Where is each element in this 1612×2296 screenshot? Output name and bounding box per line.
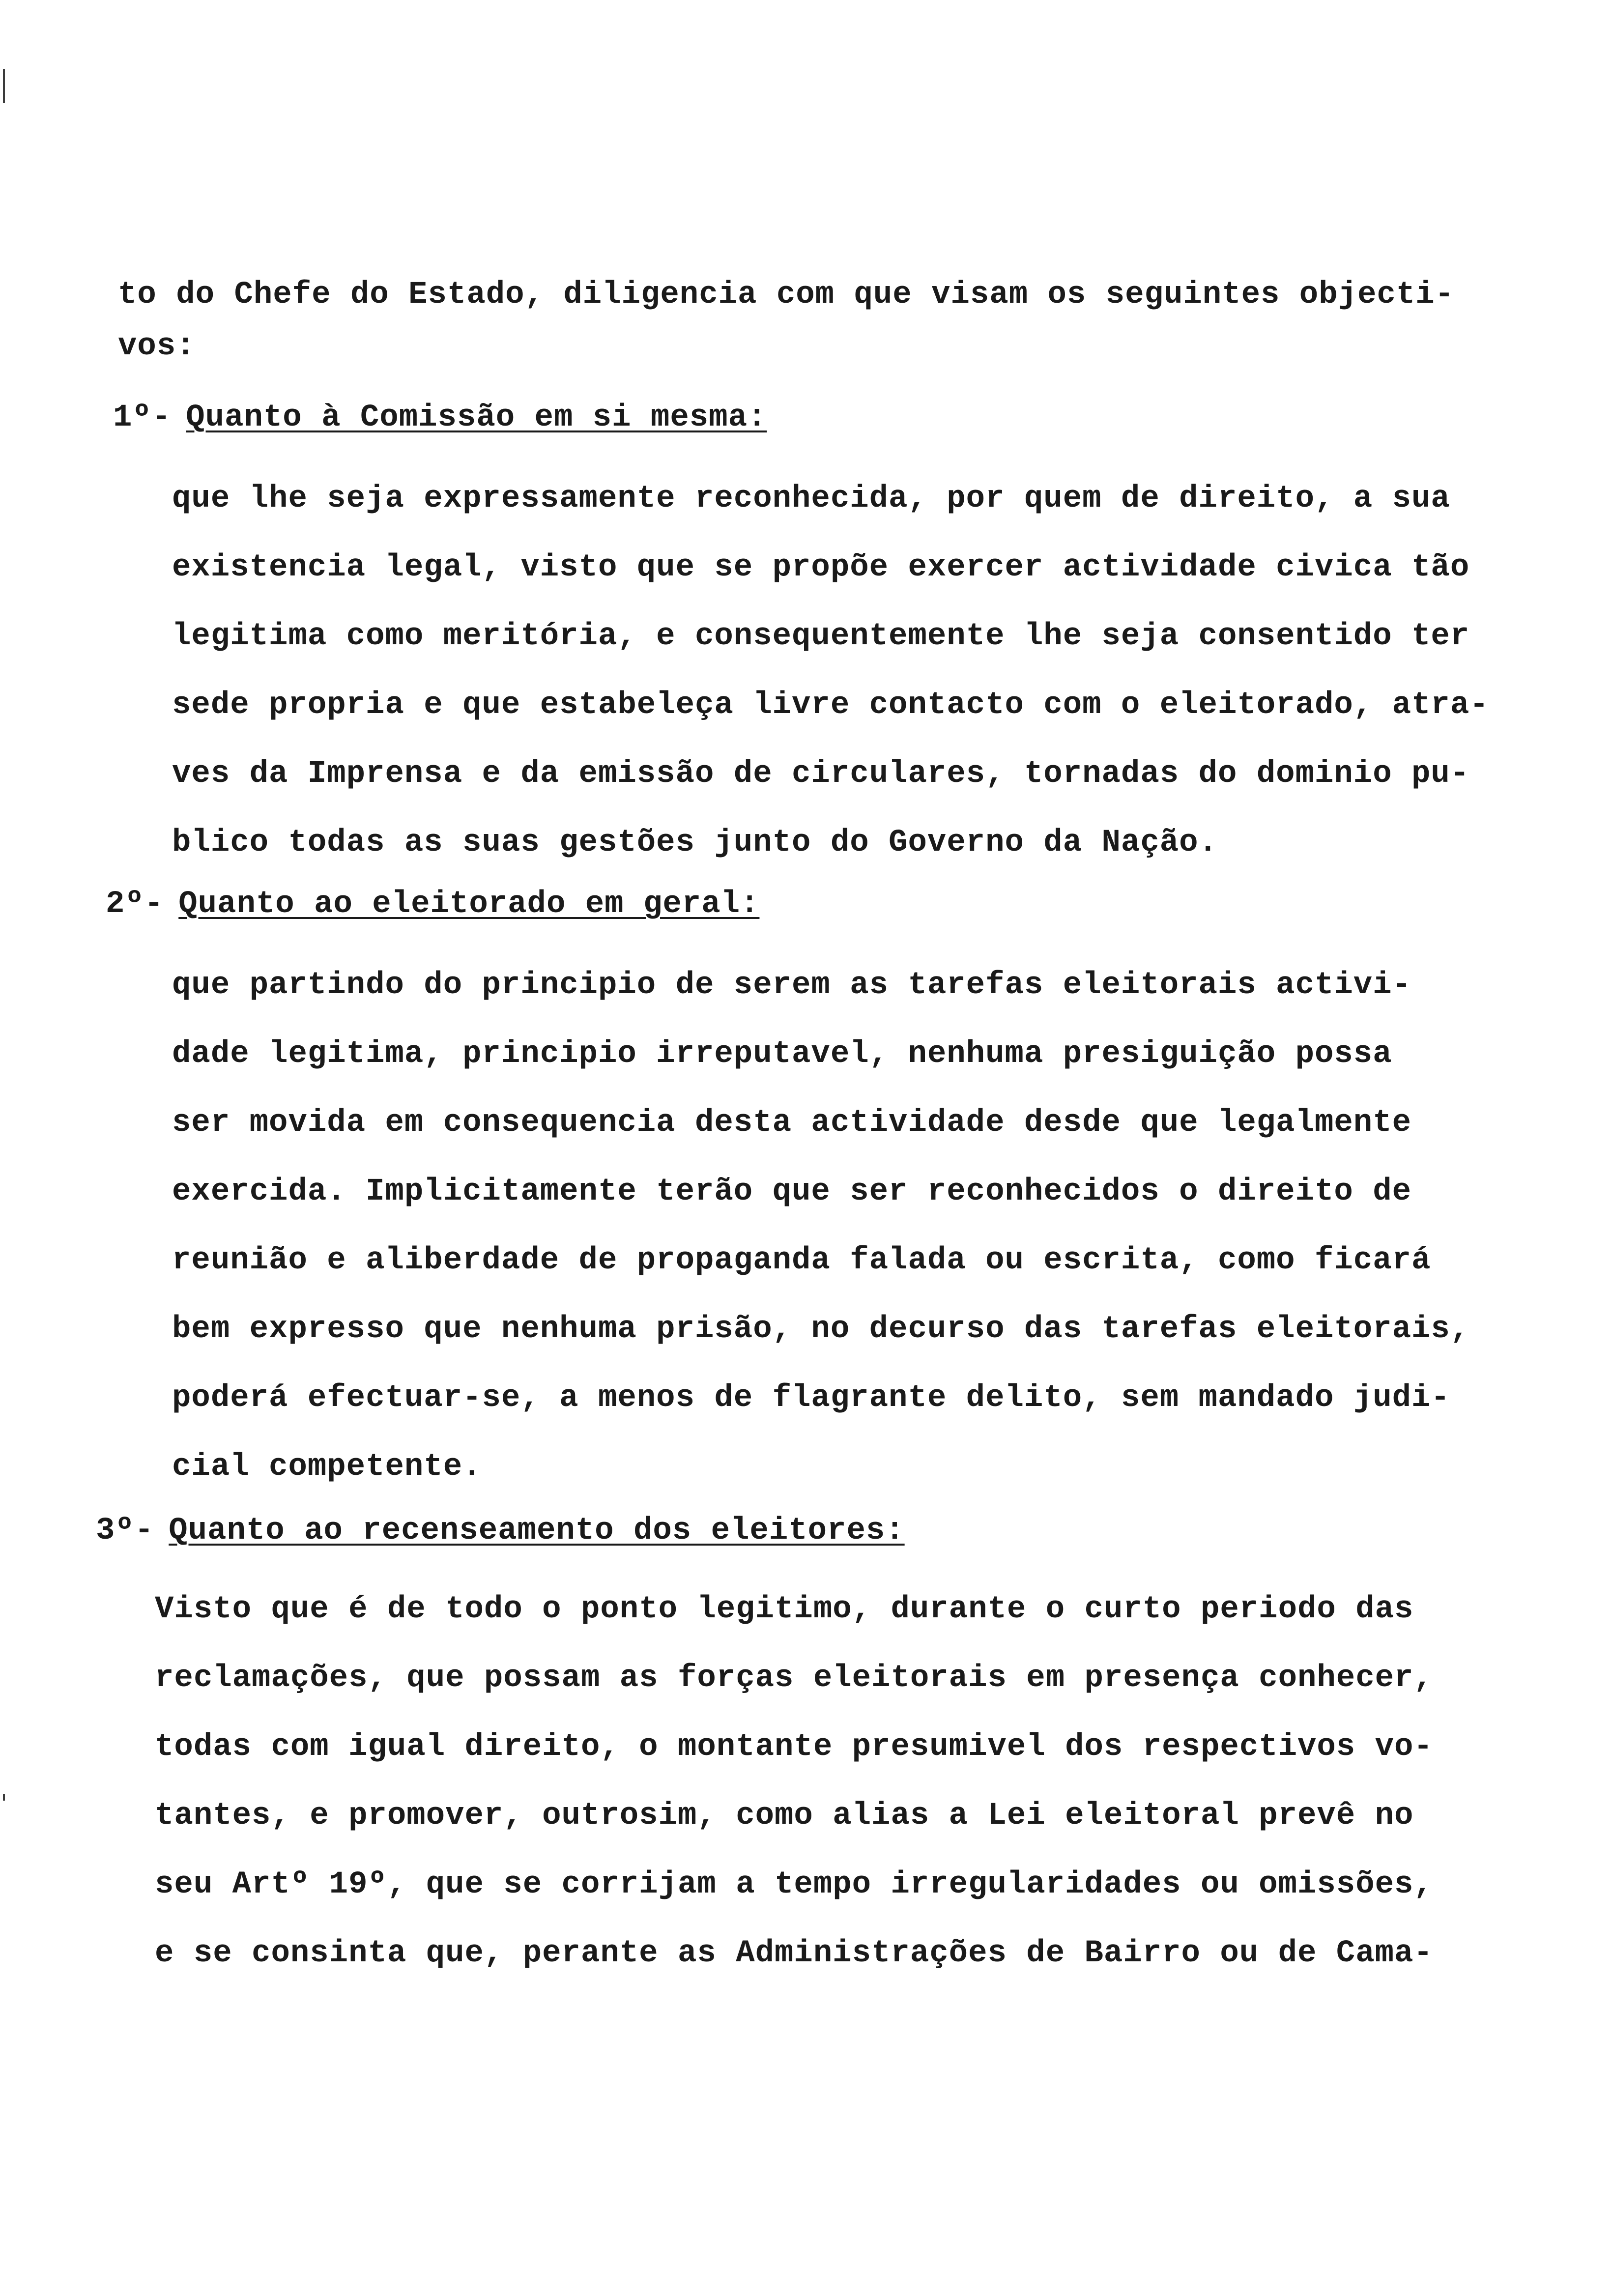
section-number: 2º- (106, 887, 164, 922)
text-line: tantes, e promover, outrosim, como alias a Lei eleitoral prevê no (155, 1798, 1414, 1834)
text-line: dade legitima, principio irreputavel, nenhuma presiguição possa (172, 1036, 1392, 1072)
scan-edge-mark (3, 1794, 5, 1801)
text-line: reclamações, que possam as forças eleitorais em presença conhecer, (155, 1661, 1433, 1696)
text-line: ves da Imprensa e da emissão de circulares, tornadas do dominio pu- (172, 756, 1470, 792)
text-line: que partindo do principio de serem as tarefas eleitorais activi- (172, 968, 1411, 1003)
section-number: 1º- (113, 400, 172, 435)
text-line: vos: (118, 329, 196, 364)
text-line: blico todas as suas gestões junto do Governo da Nação. (172, 825, 1218, 861)
text-line: cial competente. (172, 1449, 482, 1485)
section-title: Quanto à Comissão em si mesma: (186, 400, 767, 435)
text-line: seu Artº 19º, que se corrijam a tempo irregularidades ou omissões, (155, 1867, 1433, 1902)
text-line: legitima como meritória, e consequentemente lhe seja consentido ter (172, 619, 1470, 654)
section-heading (106, 885, 759, 924)
text-line: ser movida em consequencia desta actividade desde que legalmente (172, 1105, 1411, 1141)
section-heading (113, 398, 767, 437)
section-heading (96, 1511, 905, 1550)
section-title: Quanto ao recenseamento dos eleitores: (169, 1513, 905, 1549)
text-line: todas com igual direito, o montante presumivel dos respectivos vo- (155, 1729, 1433, 1765)
text-line: to do Chefe do Estado, diligencia com que visam os seguintes objecti- (118, 277, 1455, 313)
text-line: existencia legal, visto que se propõe exercer actividade civica tão (172, 550, 1470, 585)
scan-edge-mark (3, 69, 5, 103)
text-line: bem expresso que nenhuma prisão, no decurso das tarefas eleitorais, (172, 1312, 1470, 1347)
text-line: e se consinta que, perante as Administrações de Bairro ou de Cama- (155, 1936, 1433, 1971)
text-line: exercida. Implicitamente terão que ser reconhecidos o direito de (172, 1174, 1411, 1209)
text-line: poderá efectuar-se, a menos de flagrante delito, sem mandado judi- (172, 1380, 1450, 1416)
section-title: Quanto ao eleitorado em geral: (178, 887, 760, 922)
text-line: Visto que é de todo o ponto legitimo, durante o curto periodo das (155, 1592, 1414, 1627)
text-line: sede propria e que estabeleça livre contacto com o eleitorado, atra- (172, 688, 1489, 723)
section-number: 3º- (96, 1513, 154, 1549)
text-line: que lhe seja expressamente reconhecida, por quem de direito, a sua (172, 481, 1450, 517)
text-line: reunião e aliberdade de propaganda falada ou escrita, como ficará (172, 1243, 1431, 1278)
